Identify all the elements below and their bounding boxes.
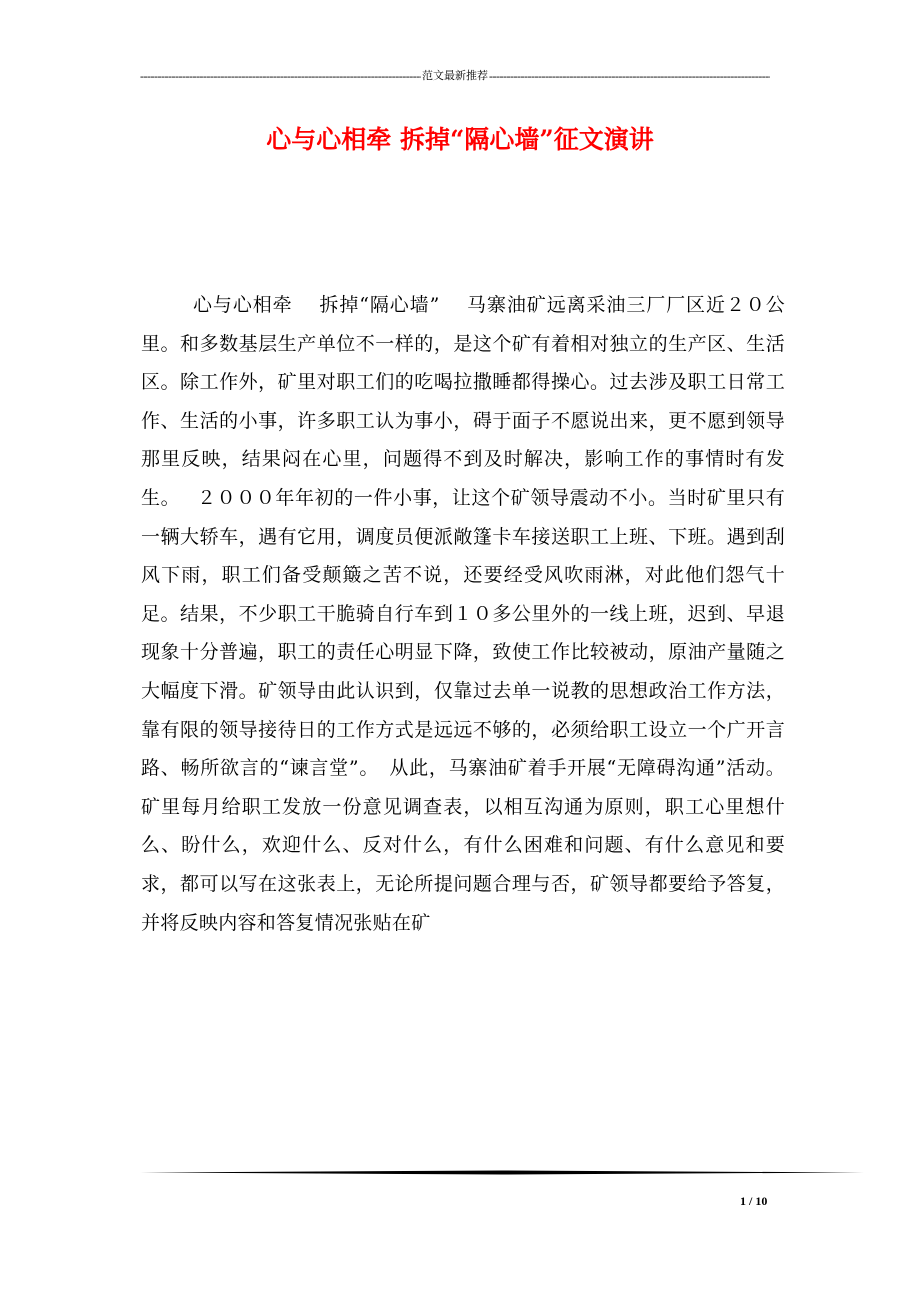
- body-paragraph: 心与心相牵 拆掉“隔心墙” 马寨油矿远离采油三厂厂区近２０公里。和多数基层生产单位不一样的，是这个矿有着相对独立的生产区、生活区。除工作外，矿里对职工们的吃喝拉撒睡都得操心。过去涉及职工日常工作、生活的小事，许多职工认为事小，碍于面子不愿说出来，更不愿到领导那里反映，结果闷在心里，问题得不到及时解决，影响工作的事情时有发生。 ２０００年年初的一件小事，让这个矿领导震动不小。当时矿里只有一辆大轿车，遇有它用，调度员便派敞篷卡车接送职工上班、下班。遇到刮风下雨，职工们备受颠簸之苦不说，还要经受风吹雨淋，对此他们怨气十足。结果，不少职工干脆骑自行车到１０多公里外的一线上班，迟到、早退现象十分普遍，职工的责任心明显下降，致使工作比较被动，原油产量随之大幅度下滑。矿领导由此认识到，仅靠过去单一说教的思想政治工作方法，靠有限的领导接待日的工作方式是远远不够的，必须给职工设立一个广开言路、畅所欲言的“谏言堂”。 从此，马寨油矿着手开展“无障碍沟通”活动。矿里每月给职工发放一份意见调查表，以相互沟通为原则，职工心里想什么、盼什么，欢迎什么、反对什么，有什么困难和问题、有什么意见和要求，都可以写在这张表上，无论所提问题合理与否，矿领导都要给予答复，并将反映内容和答复情况张贴在矿: [141, 294, 785, 934]
- footer-divider: [140, 1170, 864, 1175]
- header-dash-left: [140, 66, 421, 86]
- page-header: [140, 66, 770, 86]
- header-label: 范文最新推荐: [422, 69, 488, 82]
- footer-divider-line: [140, 1171, 864, 1175]
- page-number: 1 / 10: [740, 1194, 768, 1208]
- document-title: 心与心相牵 拆掉“隔心墙”征文演讲: [266, 125, 654, 154]
- header-dash-right: [489, 66, 770, 86]
